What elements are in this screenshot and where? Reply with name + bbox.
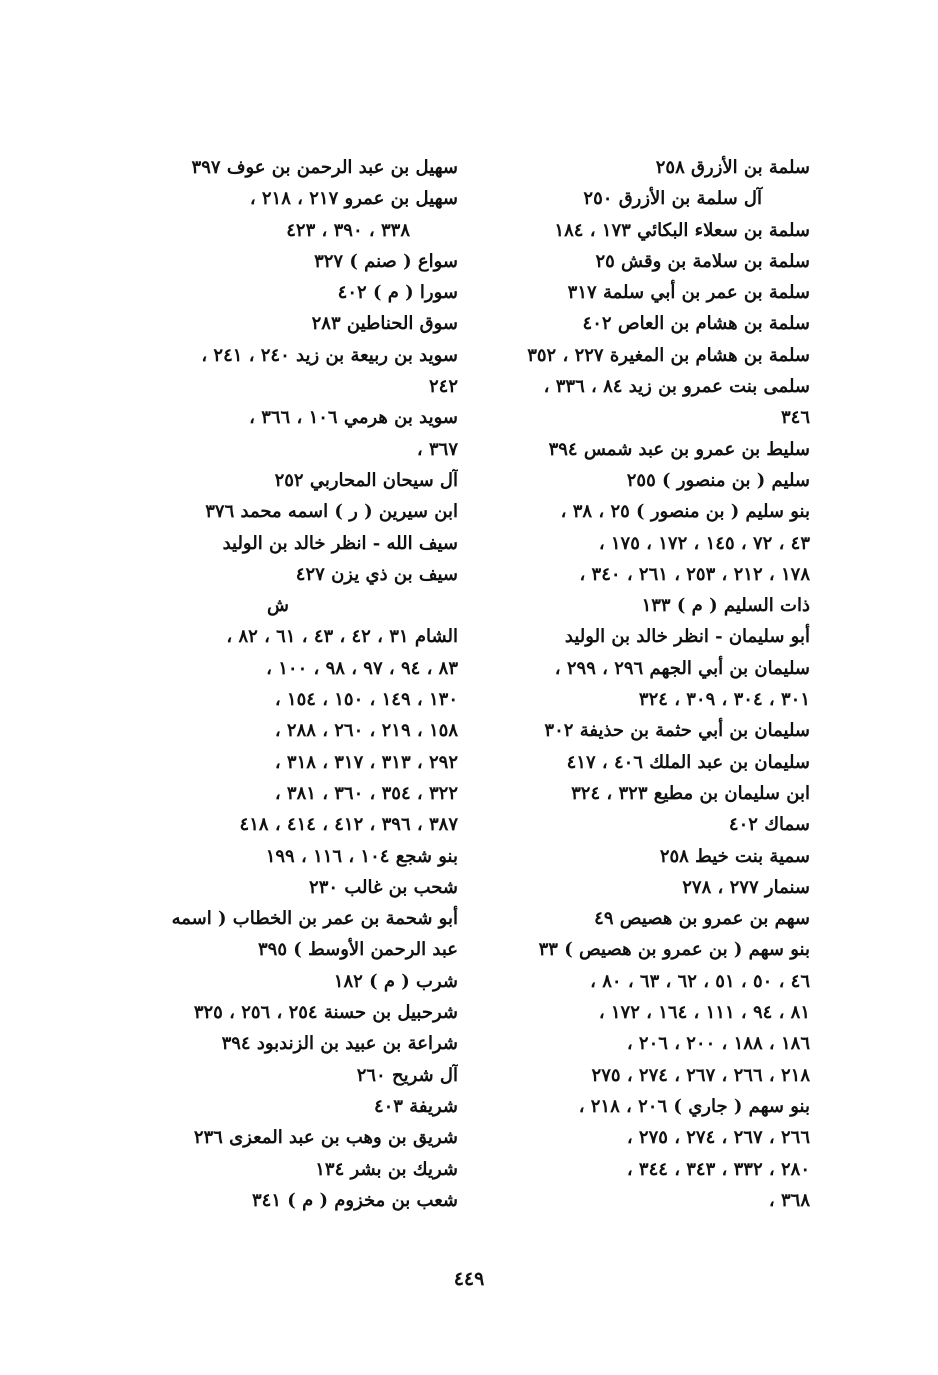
index-entry-line: ٣٨٧ ، ٣٩٦ ، ٤١٢ ، ٤١٤ ، ٤١٨: [239, 814, 458, 836]
index-column-right: [510, 152, 810, 1216]
index-entry-line: شراعة بن عبيد بن الزندبود ٣٩٤: [221, 1033, 458, 1055]
index-entry-line: ٣٦٨ ،: [768, 1189, 810, 1211]
index-entry-line: ٢٩٢ ، ٣١٣ ، ٣١٧ ، ٣١٨ ،: [274, 751, 458, 773]
index-entry-line: سمية بنت خيط ٢٥٨: [659, 845, 810, 867]
index-entry-line: ٨١ ، ٩٤ ، ١١١ ، ١٦٤ ، ١٧٢ ،: [598, 1002, 810, 1024]
index-entry-line: سهيل بن عمرو ٢١٧ ، ٢١٨ ،: [249, 188, 458, 210]
index-entry-line: آل سيحان المحاربي ٢٥٢: [274, 469, 458, 491]
index-entry-line: ٣٦٧ ،: [416, 438, 458, 460]
index-entry-line: شرحبيل بن حسنة ٢٥٤ ، ٢٥٦ ، ٣٢٥: [193, 1002, 458, 1024]
index-entry-line: الشام ٣١ ، ٤٢ ، ٤٣ ، ٦١ ، ٨٢ ،: [226, 626, 458, 648]
index-entry-line: شعب بن مخزوم ( م ) ٣٤١: [252, 1189, 458, 1211]
index-entry-line: سلمة بن هشام بن العاص ٤٠٢: [582, 313, 810, 335]
index-entry-line: بنو سهم ( بن عمرو بن هصيص ) ٣٣: [538, 939, 810, 961]
index-entry-line: ٣٢٢ ، ٣٥٤ ، ٣٦٠ ، ٣٨١ ،: [274, 782, 458, 804]
index-entry-line: سليط بن عمرو بن عبد شمس ٣٩٤: [548, 438, 810, 460]
index-entry-line: ٣٣٨ ، ٣٩٠ ، ٤٢٣: [286, 219, 410, 241]
index-entry-line: ابن سليمان بن مطيع ٣٢٣ ، ٣٢٤: [571, 782, 810, 804]
index-entry-line: ٤٦ ، ٥٠ ، ٥١ ، ٦٢ ، ٦٣ ، ٨٠ ،: [590, 970, 810, 992]
index-entry-line: ١٧٨ ، ٢١٢ ، ٢٥٣ ، ٢٦١ ، ٣٤٠ ،: [579, 563, 810, 585]
index-entry-line: سلمة بن الأزرق ٢٥٨: [655, 157, 810, 178]
index-entry-line: ذات السليم ( م ) ١٣٣: [641, 595, 810, 617]
index-entry-line: سنمار ٢٧٧ ، ٢٧٨: [682, 876, 810, 898]
index-entry-line: سلمة بن سلامة بن وقش ٢٥: [595, 250, 810, 272]
index-entry-line: سماك ٤٠٢: [728, 814, 810, 836]
index-entry-line: شحب بن غالب ٢٣٠: [309, 876, 458, 898]
index-entry-line: سيف بن ذي يزن ٤٢٧: [295, 563, 458, 585]
page-number: ٤٤٩: [453, 1268, 485, 1290]
index-entry-line: سلمى بنت عمرو بن زيد ٨٤ ، ٣٣٦ ،: [543, 376, 810, 398]
index-entry-line: ١٣٠ ، ١٤٩ ، ١٥٠ ، ١٥٤ ،: [274, 689, 458, 711]
index-entry-line: شرب ( م ) ١٨٢: [333, 970, 458, 992]
index-entry-line: ٣٠١ ، ٣٠٤ ، ٣٠٩ ، ٣٢٤: [638, 689, 810, 711]
index-entry-line: سليمان بن عبد الملك ٤٠٦ ، ٤١٧: [566, 751, 810, 773]
index-entry-line: ٢٦٦ ، ٢٦٧ ، ٢٧٤ ، ٢٧٥ ،: [626, 1127, 810, 1149]
index-entry-line: شريق بن وهب بن عبد المعزى ٢٣٦: [193, 1127, 458, 1149]
index-column-left: [158, 152, 458, 1216]
index-entry-line: سويد بن هرمي ١٠٦ ، ٣٦٦ ،: [249, 407, 458, 429]
index-entry-line: سلمة بن سعلاء البكائي ١٧٣ ، ١٨٤: [554, 219, 810, 241]
index-entry-line: ١٥٨ ، ٢١٩ ، ٢٦٠ ، ٢٨٨ ،: [274, 720, 458, 742]
index-entry-line: أبو سليمان - انظر خالد بن الوليد: [564, 626, 810, 648]
index-entry-line: سهيل بن عبد الرحمن بن عوف ٣٩٧: [191, 157, 458, 178]
index-entry-line: بنو سهم ( جاري ) ٢٠٦ ، ٢١٨ ،: [578, 1095, 810, 1117]
index-entry-line: ١٨٦ ، ١٨٨ ، ٢٠٠ ، ٢٠٦ ،: [626, 1033, 810, 1055]
index-entry-line: عبد الرحمن الأوسط ) ٣٩٥: [258, 939, 458, 961]
index-entry-line: شريك بن بشر ١٣٤: [315, 1158, 458, 1180]
index-entry-line: بنو سليم ( بن منصور ) ٢٥ ، ٣٨ ،: [560, 501, 810, 523]
index-entry-line: بنو شجع ١٠٤ ، ١١٦ ، ١٩٩: [265, 845, 458, 867]
index-entry-line: ٢٨٠ ، ٣٣٢ ، ٣٤٣ ، ٣٤٤ ،: [626, 1158, 810, 1180]
index-entry-line: سليم ( بن منصور ) ٢٥٥: [626, 469, 810, 491]
index-entry-line: أبو شحمة بن عمر بن الخطاب ( اسمه: [171, 908, 458, 930]
section-letter-heading: ش: [267, 595, 289, 617]
index-entry-line: سلمة بن هشام بن المغيرة ٢٢٧ ، ٣٥٢: [527, 344, 810, 366]
index-entry-line: ٤٣ ، ٧٢ ، ١٤٥ ، ١٧٢ ، ١٧٥ ،: [598, 532, 810, 554]
index-entry-line: آل سلمة بن الأزرق ٢٥٠: [583, 188, 762, 210]
index-entry-line: سلمة بن عمر بن أبي سلمة ٣١٧: [567, 282, 810, 304]
index-entry-line: ٢٤٢: [428, 376, 458, 398]
index-entry-line: سواع ( صنم ) ٣٢٧: [314, 250, 458, 272]
index-entry-line: سليمان بن أبي الجهم ٢٩٦ ، ٢٩٩ ،: [554, 657, 810, 679]
index-entry-line: ابن سيرين ( ر ) اسمه محمد ٣٧٦: [205, 501, 458, 523]
index-entry-line: سليمان بن أبي حثمة بن حذيفة ٣٠٢: [544, 720, 810, 742]
index-entry-line: ٨٣ ، ٩٤ ، ٩٧ ، ٩٨ ، ١٠٠ ،: [266, 657, 458, 679]
index-entry-line: سورا ( م ) ٤٠٢: [337, 282, 458, 304]
index-entry-line: سوق الحناطين ٢٨٣: [311, 313, 458, 335]
index-entry-line: ٢١٨ ، ٢٦٦ ، ٢٦٧ ، ٢٧٤ ، ٢٧٥: [591, 1064, 810, 1086]
index-entry-line: سيف الله - انظر خالد بن الوليد: [222, 532, 458, 554]
index-entry-line: ٣٤٦: [780, 407, 810, 429]
index-entry-line: سويد بن ربيعة بن زيد ٢٤٠ ، ٢٤١ ،: [201, 344, 458, 366]
index-entry-line: سهم بن عمرو بن هصيص ٤٩: [594, 908, 810, 930]
index-entry-line: شريفة ٤٠٣: [373, 1095, 458, 1117]
index-entry-line: آل شريح ٢٦٠: [356, 1064, 458, 1086]
